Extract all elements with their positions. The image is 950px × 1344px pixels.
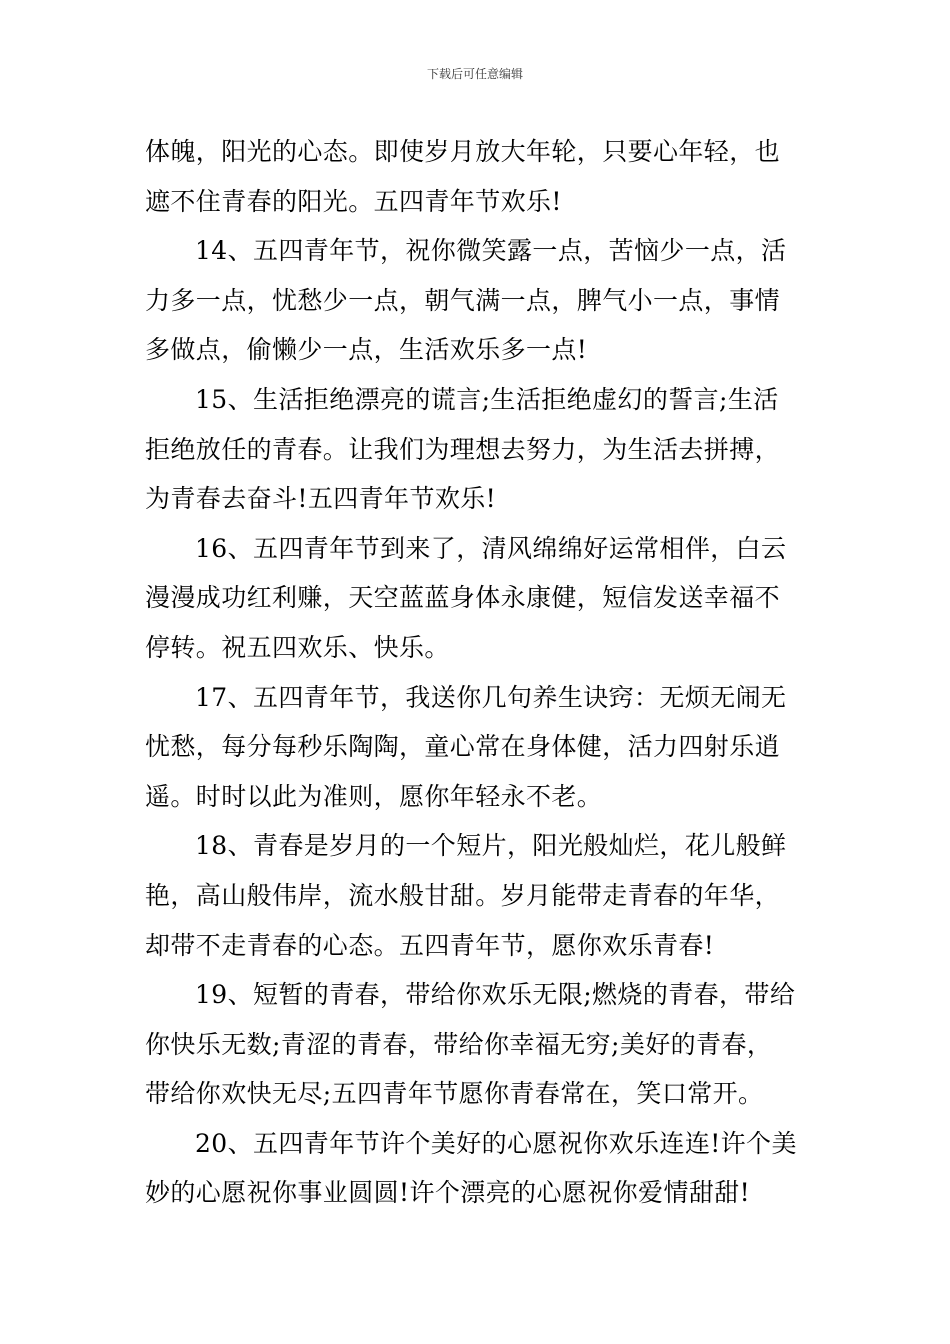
- text-line: 拒绝放任的青春。让我们为理想去努力，为生活去拼搏，: [145, 434, 781, 464]
- text-line: 艳，高山般伟岸，流水般甘甜。岁月能带走青春的年华，: [145, 880, 781, 910]
- document-body: [145, 127, 807, 1218]
- text-line-indented: 14、五四青年节，祝你微笑露一点，苦恼少一点，活: [195, 236, 787, 266]
- text-line: 忧愁，每分每秒乐陶陶，童心常在身体健，活力四射乐逍: [145, 732, 781, 762]
- text-line-indented: 19、短暂的青春，带给你欢乐无限;燃烧的青春，带给: [195, 980, 796, 1010]
- text-line: 停转。祝五四欢乐、快乐。: [145, 632, 450, 662]
- text-line: 多做点，偷懒少一点，生活欢乐多一点!: [145, 335, 588, 365]
- text-line: 遮不住青春的阳光。五四青年节欢乐!: [145, 186, 562, 216]
- text-line-indented: 20、五四青年节许个美好的心愿祝你欢乐连连!许个美: [195, 1128, 797, 1158]
- text-line-indented: 17、五四青年节，我送你几句养生诀窍：无烦无闹无: [195, 682, 787, 712]
- text-line: 力多一点，忧愁少一点，朝气满一点，脾气小一点，事情: [145, 285, 781, 315]
- text-line-indented: 18、青春是岁月的一个短片，阳光般灿烂，花儿般鲜: [195, 831, 787, 861]
- text-line: 却带不走青春的心态。五四青年节，愿你欢乐青春!: [145, 930, 715, 960]
- page-header: 下载后可任意编辑: [426, 67, 523, 81]
- text-line: 遥。时时以此为准则，愿你年轻永不老。: [145, 781, 603, 811]
- text-line: 体魄，阳光的心态。即使岁月放大年轮，只要心年轻，也: [145, 137, 781, 166]
- text-line: 带给你欢快无尽;五四青年节愿你青春常在，笑口常开。: [145, 1079, 764, 1109]
- text-line-indented: 16、五四青年节到来了，清风绵绵好运常相伴，白云: [195, 533, 787, 563]
- text-line-indented: 15、生活拒绝漂亮的谎言;生活拒绝虚幻的誓言;生活: [195, 384, 779, 414]
- text-line: 你快乐无数;青涩的青春，带给你幸福无穷;美好的青春，: [145, 1029, 773, 1059]
- text-line: 妙的心愿祝你事业圆圆!许个漂亮的心愿祝你爱情甜甜!: [145, 1178, 751, 1208]
- text-line: 为青春去奋斗!五四青年节欢乐!: [145, 484, 497, 514]
- text-line: 漫漫成功红利赚，天空蓝蓝身体永康健，短信发送幸福不: [145, 583, 781, 613]
